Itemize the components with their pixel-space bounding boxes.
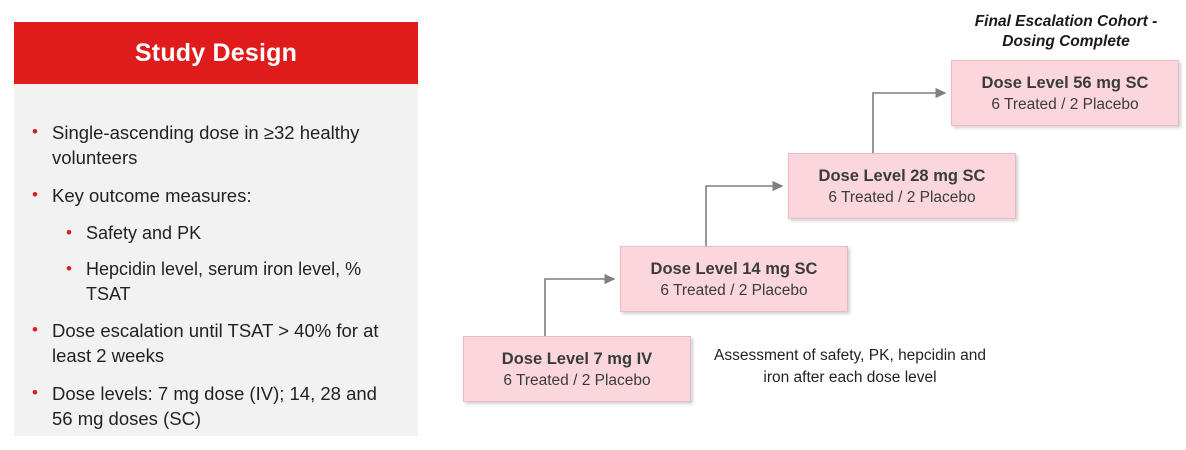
bullet-marker-icon: • <box>32 122 38 141</box>
bullet-list <box>14 102 418 444</box>
dose-level-title: Dose Level 7 mg IV <box>501 349 653 368</box>
list-item <box>32 183 400 208</box>
dose-level-title: Dose Level 28 mg SC <box>818 166 986 185</box>
page-title: Study Design <box>134 38 298 67</box>
dose-level-box-14mg <box>620 246 848 312</box>
assessment-note: Assessment of safety, PK, hepcidin and iron after each dose level <box>714 347 986 386</box>
panel-header <box>14 22 418 84</box>
list-item-label: Key outcome measures: <box>52 185 252 206</box>
list-item-label: Single-ascending dose in ≥32 healthy volunteers <box>52 122 360 168</box>
dose-level-subtitle: 6 Treated / 2 Placebo <box>660 281 808 299</box>
dose-escalation-diagram <box>430 0 1186 450</box>
bullet-marker-icon: • <box>66 223 72 242</box>
list-item <box>66 257 400 307</box>
list-item <box>32 318 400 368</box>
list-item-label: Dose levels: 7 mg dose (IV); 14, 28 and 56 mg doses (SC) <box>52 383 377 429</box>
bullet-marker-icon: • <box>32 383 38 402</box>
final-escalation-note: Final Escalation Cohort - Dosing Complete <box>974 13 1158 50</box>
dose-level-title: Dose Level 14 mg SC <box>650 259 818 278</box>
dose-level-title: Dose Level 56 mg SC <box>981 73 1149 92</box>
list-item-label: Dose escalation until TSAT > 40% for at least 2 weeks <box>52 320 379 366</box>
bullet-marker-icon: • <box>66 259 72 278</box>
list-item <box>32 381 400 431</box>
list-item-label: Safety and PK <box>86 223 202 243</box>
dose-level-subtitle: 6 Treated / 2 Placebo <box>991 95 1139 113</box>
study-design-panel <box>14 22 418 436</box>
dose-level-subtitle: 6 Treated / 2 Placebo <box>828 188 976 206</box>
list-item-label: Hepcidin level, serum iron level, % TSAT <box>86 259 362 304</box>
list-item <box>66 221 400 246</box>
dose-level-box-28mg <box>788 153 1016 219</box>
dose-level-box-56mg <box>951 60 1179 126</box>
bullet-marker-icon: • <box>32 185 38 204</box>
bullet-marker-icon: • <box>32 320 38 339</box>
dose-level-subtitle: 6 Treated / 2 Placebo <box>503 371 651 389</box>
list-item <box>32 120 400 170</box>
dose-level-box-7mg <box>463 336 691 402</box>
